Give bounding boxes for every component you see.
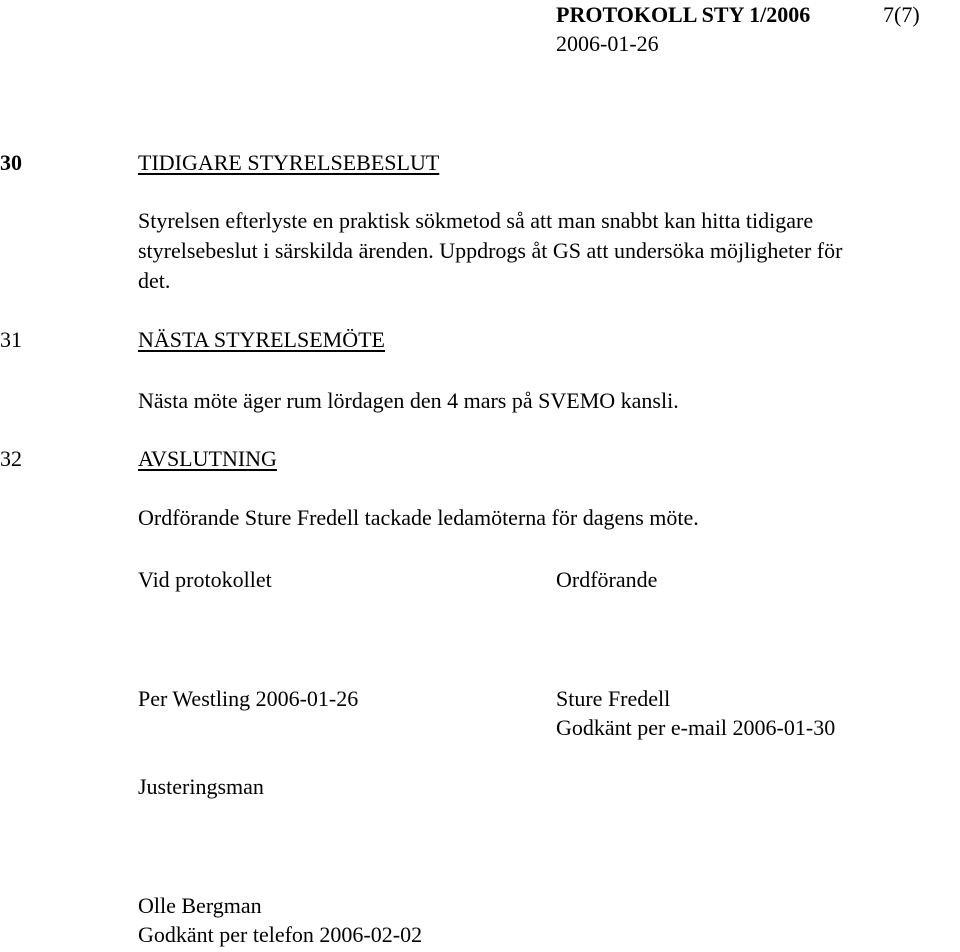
signature-caption-left: Vid protokollet xyxy=(138,567,272,592)
section-number: 30 xyxy=(0,150,22,175)
signature-name-right: Sture Fredell xyxy=(556,686,671,711)
paragraph-line: styrelsebeslut i särskilda ärenden. Uppdrogs åt GS att undersöka möjligheter för xyxy=(138,238,843,263)
paragraph-line: det. xyxy=(138,268,171,293)
page-number: 7(7) xyxy=(883,2,920,27)
document-title: PROTOKOLL STY 1/2006 xyxy=(556,2,811,27)
paragraph-line: Ordförande Sture Fredell tackade ledamöterna för dagens möte. xyxy=(138,505,699,530)
paragraph-line: Styrelsen efterlyste en praktisk sökmetod så att man snabbt kan hitta tidigare xyxy=(138,208,814,233)
section-heading: NÄSTA STYRELSEMÖTE xyxy=(138,327,385,352)
section-number: 32 xyxy=(0,446,22,471)
adjuster-caption: Justeringsman xyxy=(138,774,264,799)
signature-name-left: Per Westling 2006-01-26 xyxy=(138,686,359,711)
section-heading: TIDIGARE STYRELSEBESLUT xyxy=(138,150,440,175)
adjuster-approval: Godkänt per telefon 2006-02-02 xyxy=(138,922,423,947)
section-number: 31 xyxy=(0,327,22,352)
signature-approval-right: Godkänt per e-mail 2006-01-30 xyxy=(556,715,836,740)
signature-caption-right: Ordförande xyxy=(556,567,658,592)
adjuster-name: Olle Bergman xyxy=(138,893,262,918)
document-date: 2006-01-26 xyxy=(556,31,659,56)
section-heading: AVSLUTNING xyxy=(138,446,277,471)
paragraph-line: Nästa möte äger rum lördagen den 4 mars på SVEMO kansli. xyxy=(138,388,679,413)
